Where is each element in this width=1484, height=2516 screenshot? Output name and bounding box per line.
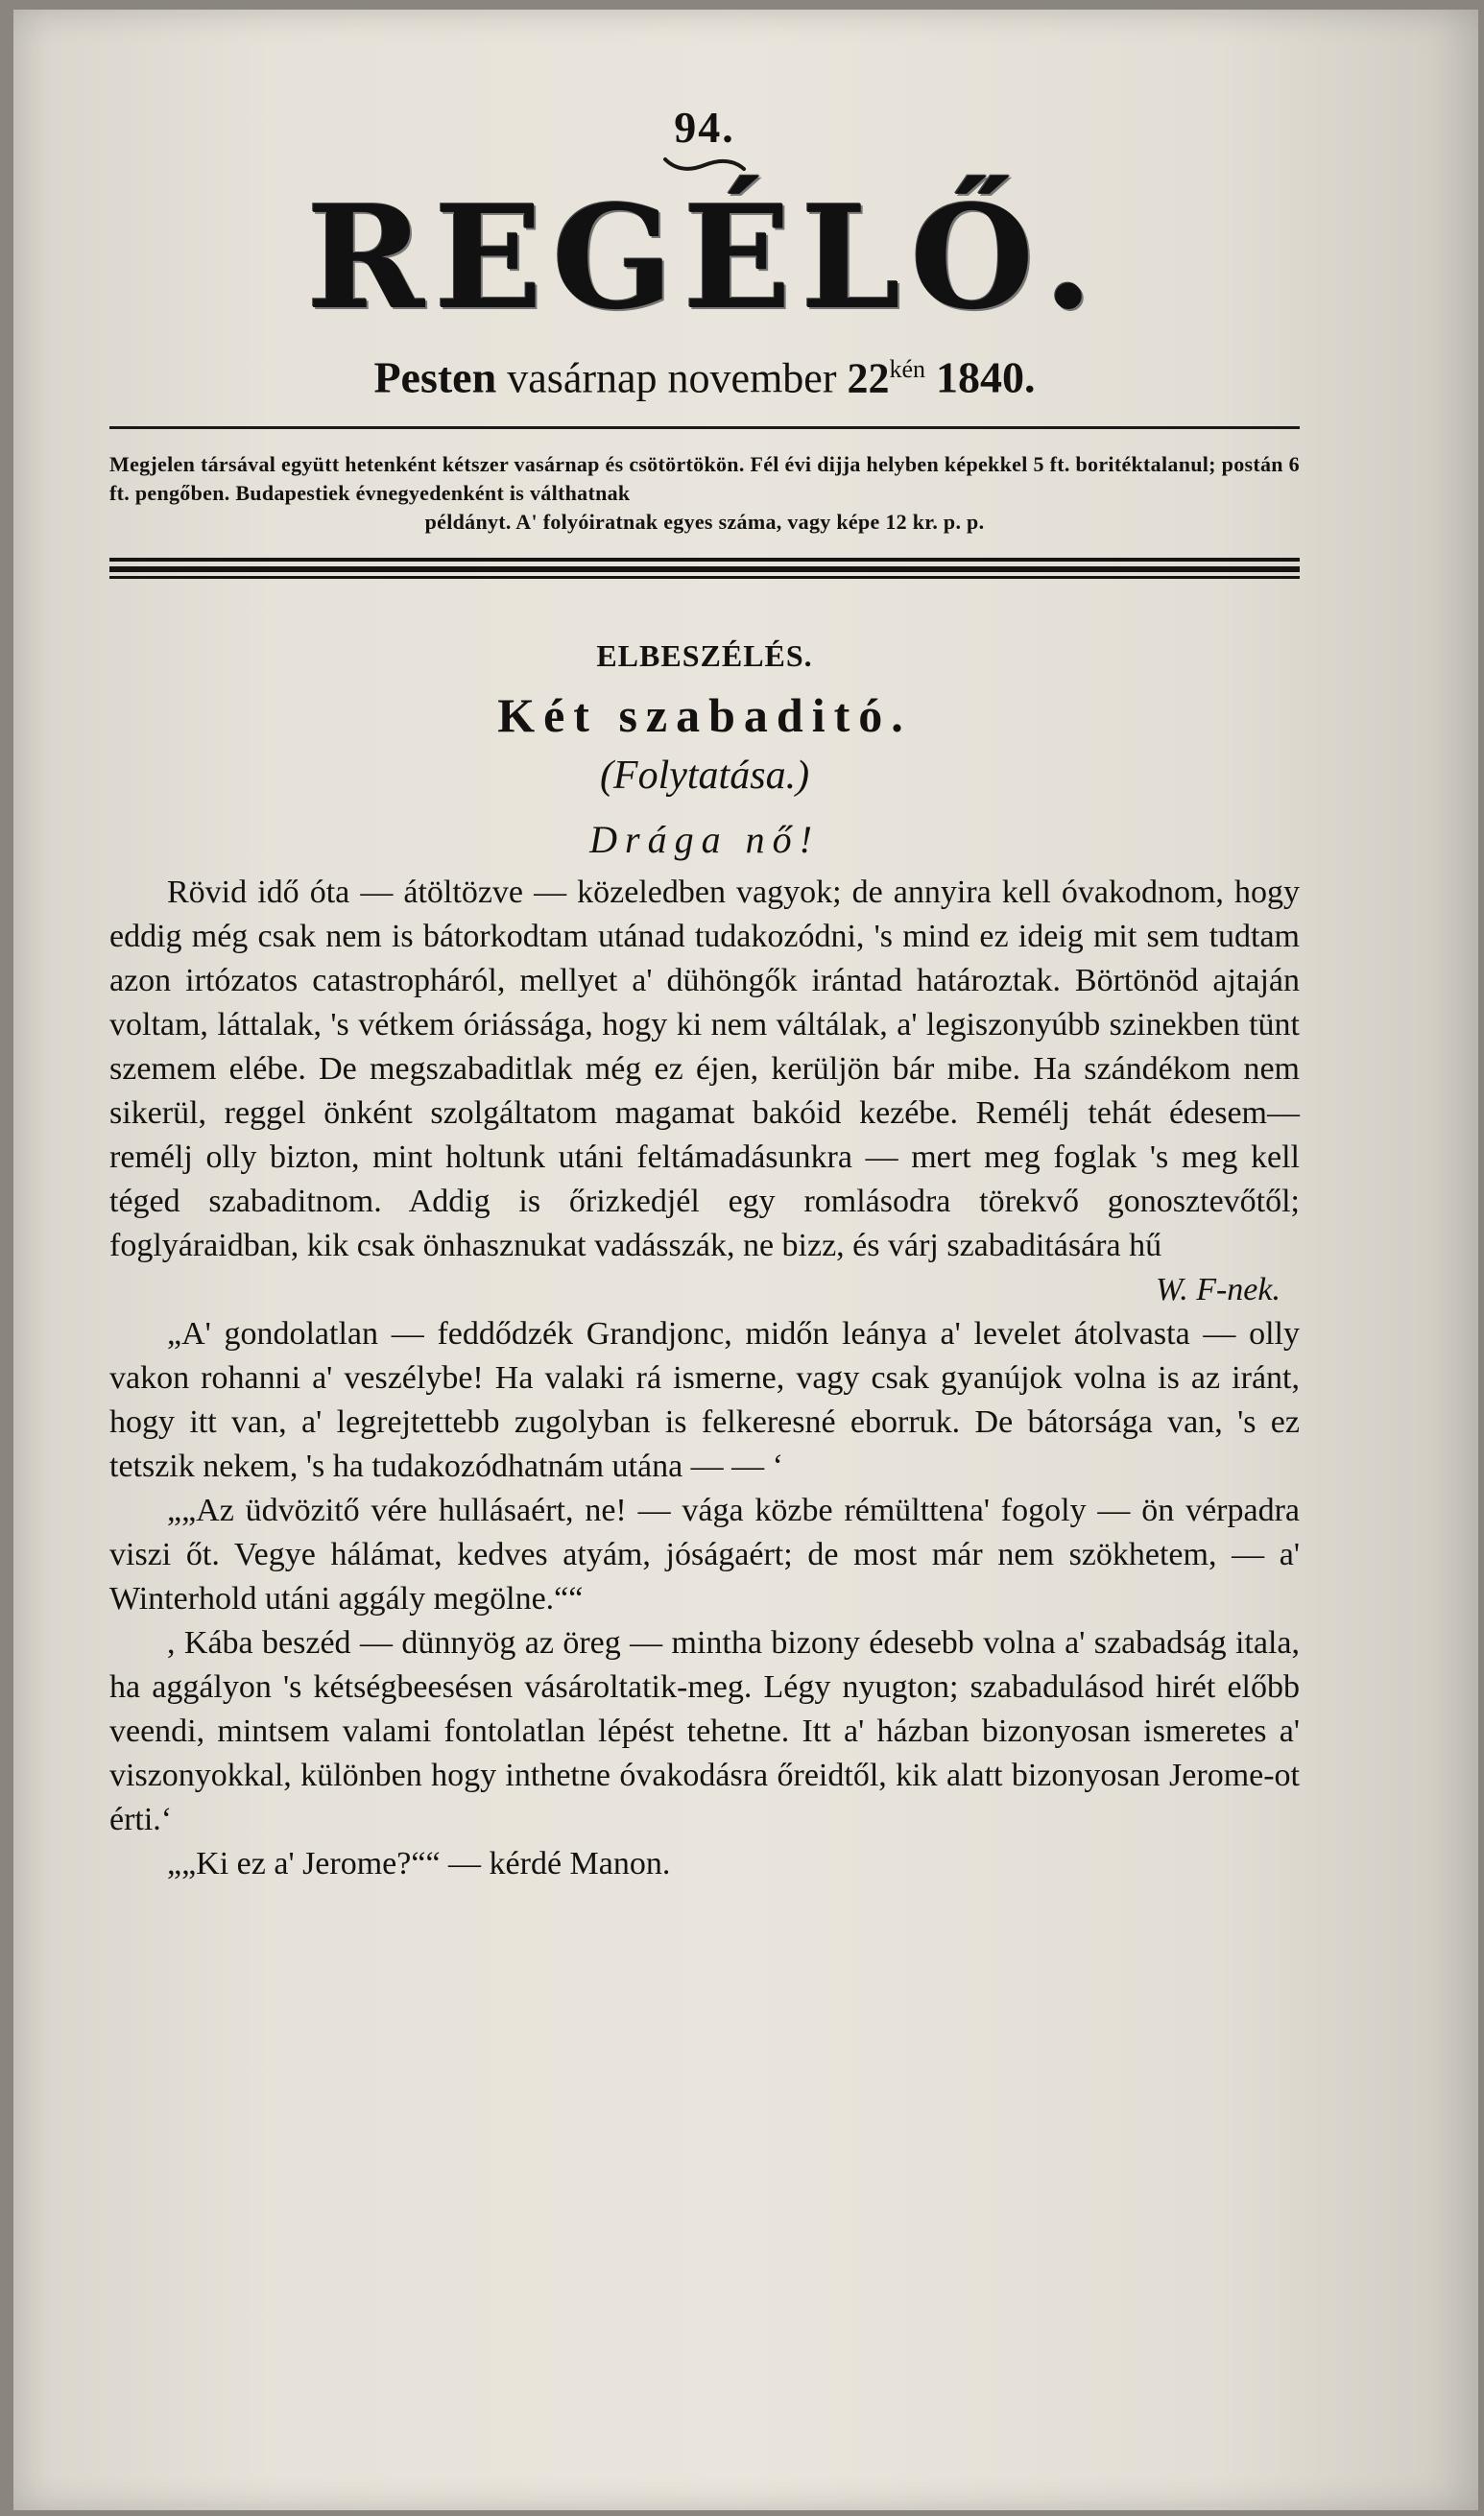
section-heading: ELBESZÉLÉS. xyxy=(596,637,813,673)
ornament-icon xyxy=(661,154,748,175)
dateline-text: vasárnap november xyxy=(507,354,837,402)
masthead-title: REGÉLŐ. xyxy=(306,174,1103,341)
notice-line: Megjelen társával együtt hetenként kétszer vasárnap és csötörtökön. Fél évi dijja helyben xyxy=(109,451,939,476)
article-body xyxy=(109,871,1300,1886)
paragraph: , Kába beszéd — dünnyög az öreg — mintha bizony édesebb volna a' szabadság itala, ha aggályon 's kétségbeesésen vásároltatik-meg. Légy nyugton; szabadulásod hirét előbb veendi, mintsem valami fontolatlan lépést tehetne. Itt a' házban bizonyosan ismeretes a' viszonyokkal, különben hogy inthetne óvakodásra őreidtől, kik alatt bizonyosan Jerome-ot érti.‘ xyxy=(109,1624,1300,1837)
story-title: Két szabaditó. xyxy=(497,687,912,742)
paragraph: „A' gondolatlan — feddődzék Grandjonc, midőn leánya a' levelet átolvasta — olly vakon rohanni a' veszélybe! Ha valaki rá ismerne, vagy csak gyanújok volna is az iránt, hogy itt van, a' legrejtettebb zugolyban is felkeresné eborruk. De bátorsága van, 's ez tetszik nekem, 's ha tudakozódhatnám utána — — ‘ xyxy=(109,1315,1300,1484)
dateline xyxy=(109,344,1300,405)
double-divider-rule xyxy=(109,558,1300,579)
letter-paragraph xyxy=(109,871,1300,1307)
dateline-year: 1840. xyxy=(936,352,1036,402)
dateline-day: 22 xyxy=(847,354,890,402)
newspaper-page xyxy=(13,10,1478,2510)
page-number: 94. xyxy=(674,103,735,152)
notice-line: képekkel 5 ft. boritéktalanul; postán 6 ft. pengőben. Budapestiek évnegyedenként is válthatnak xyxy=(109,451,1300,505)
subscription-notice xyxy=(109,450,1300,537)
dateline-city: Pesten xyxy=(373,352,497,402)
notice-line: példányt. A' folyóiratnak egyes száma, vagy képe 12 kr. p. p. xyxy=(424,509,985,534)
letter-text: Rövid idő óta — átöltözve — közeledben vagyok; de annyira kell óvakodnom, hogy eddig még csak nem is bátorkodtam utánad tudakozódni, 's mind ez ideig mit sem tudtam azon irtózatos catastropháról, mellyet a' dühöngők irántad határoztak. Börtönöd ajtaján voltam, láttalak, 's vétkem óriássága, hogy ki nem váltálak, a' legiszonyúbb szinekben tünt szemem elébe. De megszabaditlak még ez éjen, kerüljön bár mibe. Ha szándékom nem sikerül, reggel önként szolgáltatom magamat bakóid kezébe. Remélj tehát édesem— remélj olly bizton, mint holtunk utáni feltámadásunkra — mert meg foglak 's meg kell téged szabaditnom. Addig is őrizkedjél egy romlásodra törekvő gonosztevőtől; foglyáraidban, kik csak önhasznukat vadásszák, ne bizz, és várj szabaditására hű xyxy=(109,874,1300,1263)
letter-signature: W. F-nek. xyxy=(1156,1271,1281,1307)
divider-rule xyxy=(109,426,1300,429)
letter-salutation: Drága nő! xyxy=(589,817,820,861)
paragraph: „„Az üdvözitő vére hullásaért, ne! — vága közbe rémülttena' fogoly — ön vérpadra viszi őt. Vegye hálámat, kedves atyám, jóságaért; de most már nem szökhetem, — a' Winterhold utáni aggály megölne.““ xyxy=(109,1492,1300,1617)
page-content xyxy=(109,86,1300,1886)
paragraph: „„Ki ez a' Jerome?““ — kérdé Manon. xyxy=(167,1845,671,1881)
story-subtitle: (Folytatása.) xyxy=(599,753,810,798)
dateline-day-suffix: kén xyxy=(889,355,926,383)
